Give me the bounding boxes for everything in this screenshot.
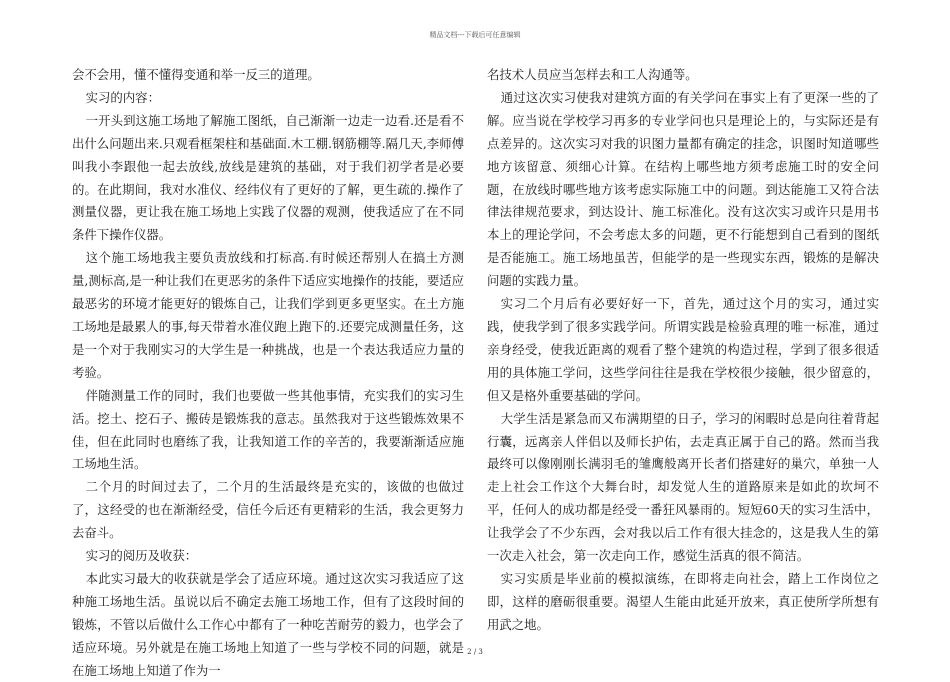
paragraph: 名技术人员应当怎样去和工人沟通等。 [487, 67, 698, 82]
paragraph: 这个施工场地我主要负责放线和打标高.有时候还帮别人在搞土方测量,测标高,是一种让我们在更恶劣的条件下适应实地操作的技能，要适应最恶劣的环境才能更好的锻炼自己，让我们学到更多更坚实。在土方施工场地是最累人的事,每天带着水准仪跑上跑下的.还要完成测量任务，这是一个对于我刚实习的大学生是一种挑战，也是一个表达我适应力量的考验。 [72, 250, 464, 380]
paragraph: 实习的内容： [85, 89, 160, 105]
paragraph: 本此实习最大的收获就是学会了适应环境。通过这次实习我适应了这种施工场地生活。虽说以后不确定去施工场地工作，但有了这段时间的锻炼，不管以后做什么工作心中都有了一种吃苦耐劳的毅力，也学会了适应环境。另外就是在施工场地上知道了一些与学校不同的问题，就是在施工场地上知道了作为一 [72, 570, 464, 678]
paragraph: 伴随测量工作的同时，我们也要做一些其他事情，充实我们的实习生活。挖土、挖石子、搬砖是锻炼我的意志。虽然我对于这些锻炼效果不佳，但在此同时也磨练了我，让我知道工作的辛苦的，我要渐渐适应施工场地生活。 [72, 387, 464, 472]
right-column [487, 64, 879, 637]
page-header: 精品文档---下载后可任意编辑 [429, 31, 521, 39]
paragraph: 通过这次实习使我对建筑方面的有关学问在事实上有了更深一些的了解。应当说在学校学习再多的专业学问也只是理论上的，与实际还是有点差异的。这次实习对我的识图力量都有确定的挂念，识图时知道哪些地方该留意、须细心计算。在结构上哪些地方须考虑施工时的安全问题，在放线时哪些地方该考虑实际施工中的问题。到达能施工又符合法律法律规范要求，到达设计、施工标准化。没有这次实习或许只是用书本上的理论学问，不会考虑太多的问题，更不行能想到自己看到的图纸是否能施工。施工场地虽苦，但能学的是一些现实东西，锻炼的是解决问题的实践力量。 [487, 89, 879, 289]
paragraph: 会不会用，懂不懂得变通和举一反三的道理。 [72, 67, 320, 82]
paragraph: 二个月的时间过去了，二个月的生活最终是充实的，该做的也做过了，这经受的也在渐渐经受，信任今后还有更精彩的生活，我会更努力去奋斗。 [72, 479, 464, 541]
paragraph: 实习实质是毕业前的模拟演练，在即将走向社会，踏上工作岗位之即，这样的磨砺很重要。渴望人生能由此延开放来，真正使所学所想有用武之地。 [487, 570, 879, 632]
page-number: 2 / 3 [467, 648, 483, 656]
left-column [72, 64, 464, 682]
paragraph: 大学生活是紧急而又布满期望的日子，学习的闲暇时总是向往着背起行囊，远离亲人伴侣以及师长护佑，去走真正属于自己的路。然而当我最终可以像刚刚长满羽毛的雏鹰般离开长者们搭建好的巢穴，单独一人走上社会工作这个大舞台时，却发觉人生的道路原来是如此的坎坷不平，任何人的成功都是经受一番狂风暴雨的。短短60天的实习生活中，让我学会了不少东西，会对我以后工作有很大挂念的，这是我人生的第一次走入社会，第一次走向工作，感觉生活真的很不简洁。 [487, 410, 879, 564]
paragraph: 实习的阅历及收获： [85, 548, 198, 564]
paragraph: 实习二个月后有必要好好一下，首先，通过这个月的实习，通过实践，使我学到了很多实践学问。所谓实践是检验真理的唯一标准，通过亲身经受，使我近距离的观看了整个建筑的构造过程，学到了很多很适用的具体施工学问，这些学问往往是我在学校很少接触，很少留意的，但又是格外重要基础的学问。 [487, 296, 879, 403]
paragraph: 一开头到这施工场地了解施工图纸，自己渐渐一边走一边看.还是看不出什么问题出来.只观看框架柱和基础面.木工棚.钢筋棚等.隔几天,李师傅叫我小李跟他一起去放线,放线是建筑的基础，对于我们初学者是必要的。在此期间，我对水准仪、经纬仪有了更好的了解，更生疏的.操作了测量仪器，更让我在施工场地上实践了仪器的观测，使我适应了在不同条件下操作仪器。 [72, 112, 464, 243]
